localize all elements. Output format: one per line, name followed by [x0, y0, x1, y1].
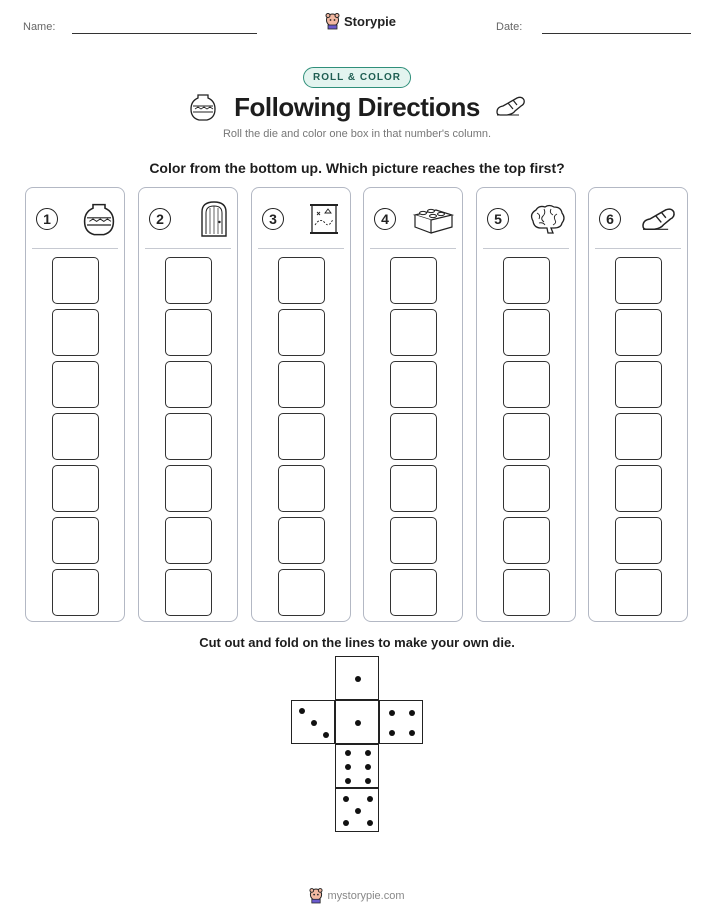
die-face-5: [335, 788, 379, 832]
roll-color-badge: ROLL & COLOR: [303, 67, 411, 88]
storypie-mascot-icon: [325, 13, 340, 30]
page-title: Following Directions: [234, 92, 480, 122]
color-box[interactable]: [165, 257, 212, 304]
die-face-1: [335, 656, 379, 700]
storypie-mascot-icon: [309, 888, 323, 904]
color-box[interactable]: [278, 413, 325, 460]
column-number: 1: [36, 208, 58, 230]
color-box[interactable]: [165, 413, 212, 460]
color-box[interactable]: [390, 465, 437, 512]
column-number: 6: [599, 208, 621, 230]
color-box[interactable]: [503, 257, 550, 304]
color-box[interactable]: [278, 569, 325, 616]
color-box[interactable]: [52, 309, 99, 356]
color-box[interactable]: [503, 517, 550, 564]
color-box[interactable]: [165, 569, 212, 616]
die-pip: [345, 764, 351, 770]
color-box[interactable]: [278, 465, 325, 512]
name-label: Name:: [23, 21, 56, 33]
color-box[interactable]: [503, 569, 550, 616]
color-box[interactable]: [615, 309, 662, 356]
color-box[interactable]: [390, 309, 437, 356]
die-pip: [365, 778, 371, 784]
brand-logo: [325, 13, 396, 30]
column-divider: [483, 248, 569, 249]
color-box[interactable]: [390, 517, 437, 564]
column-5: [476, 187, 576, 622]
color-box[interactable]: [52, 569, 99, 616]
column-divider: [370, 248, 456, 249]
die-pip: [343, 796, 349, 802]
die-face-3: [291, 700, 335, 744]
footer: [0, 888, 714, 904]
die-pip: [367, 796, 373, 802]
color-box[interactable]: [52, 465, 99, 512]
color-box[interactable]: [615, 465, 662, 512]
die-pip: [355, 720, 361, 726]
column-divider: [595, 248, 681, 249]
color-box[interactable]: [615, 517, 662, 564]
color-box[interactable]: [503, 309, 550, 356]
vase-icon: [82, 201, 116, 237]
color-box[interactable]: [165, 361, 212, 408]
date-label: Date:: [496, 21, 523, 33]
die-pip: [343, 820, 349, 826]
column-number: 3: [262, 208, 284, 230]
column-number: 5: [487, 208, 509, 230]
die-pip: [355, 808, 361, 814]
color-box[interactable]: [165, 465, 212, 512]
die-pip: [365, 750, 371, 756]
column-number: 2: [149, 208, 171, 230]
color-box[interactable]: [278, 257, 325, 304]
brain-icon: [527, 203, 567, 235]
brand-name: Storypie: [344, 14, 397, 29]
die-pip: [389, 730, 395, 736]
die-net: [291, 656, 425, 834]
sandal-icon: [639, 203, 679, 235]
die-face-6: [335, 744, 379, 788]
die-pip: [323, 732, 329, 738]
footer-url: mystorypie.com: [327, 890, 405, 902]
map-icon: [308, 201, 342, 237]
die-pip: [409, 710, 415, 716]
column-number: 4: [374, 208, 396, 230]
color-box[interactable]: [165, 309, 212, 356]
color-box[interactable]: [390, 361, 437, 408]
color-box[interactable]: [615, 257, 662, 304]
color-box[interactable]: [52, 361, 99, 408]
subtitle: Roll the die and color one box in that number's column.: [222, 128, 492, 140]
color-box[interactable]: [278, 361, 325, 408]
die-pip: [345, 750, 351, 756]
die-face-1: [335, 700, 379, 744]
column-6: [588, 187, 688, 622]
die-pip: [355, 676, 361, 682]
die-pip: [409, 730, 415, 736]
color-box[interactable]: [52, 413, 99, 460]
column-divider: [32, 248, 118, 249]
cut-instruction: Cut out and fold on the lines to make your own die.: [199, 635, 515, 650]
color-box[interactable]: [165, 517, 212, 564]
color-box[interactable]: [503, 361, 550, 408]
die-pip: [367, 820, 373, 826]
column-divider: [258, 248, 344, 249]
date-line[interactable]: [542, 33, 691, 34]
column-divider: [145, 248, 231, 249]
name-line[interactable]: [72, 33, 257, 34]
color-box[interactable]: [278, 517, 325, 564]
die-pip: [345, 778, 351, 784]
column-1: [25, 187, 125, 622]
die-face-4: [379, 700, 423, 744]
color-box[interactable]: [390, 257, 437, 304]
die-pip: [299, 708, 305, 714]
color-box[interactable]: [52, 517, 99, 564]
color-box[interactable]: [615, 361, 662, 408]
color-box[interactable]: [615, 569, 662, 616]
color-box[interactable]: [615, 413, 662, 460]
color-box[interactable]: [52, 257, 99, 304]
die-pip: [389, 710, 395, 716]
color-box[interactable]: [390, 413, 437, 460]
color-box[interactable]: [503, 465, 550, 512]
color-box[interactable]: [503, 413, 550, 460]
sandal-icon: [494, 92, 528, 120]
column-2: [138, 187, 238, 622]
instruction-text: Color from the bottom up. Which picture reaches the top first?: [149, 160, 565, 176]
door-icon: [199, 200, 229, 238]
lego-brick-icon: [412, 203, 454, 235]
color-box[interactable]: [390, 569, 437, 616]
color-box[interactable]: [278, 309, 325, 356]
die-pip: [311, 720, 317, 726]
column-3: [251, 187, 351, 622]
die-pip: [365, 764, 371, 770]
column-4: [363, 187, 463, 622]
